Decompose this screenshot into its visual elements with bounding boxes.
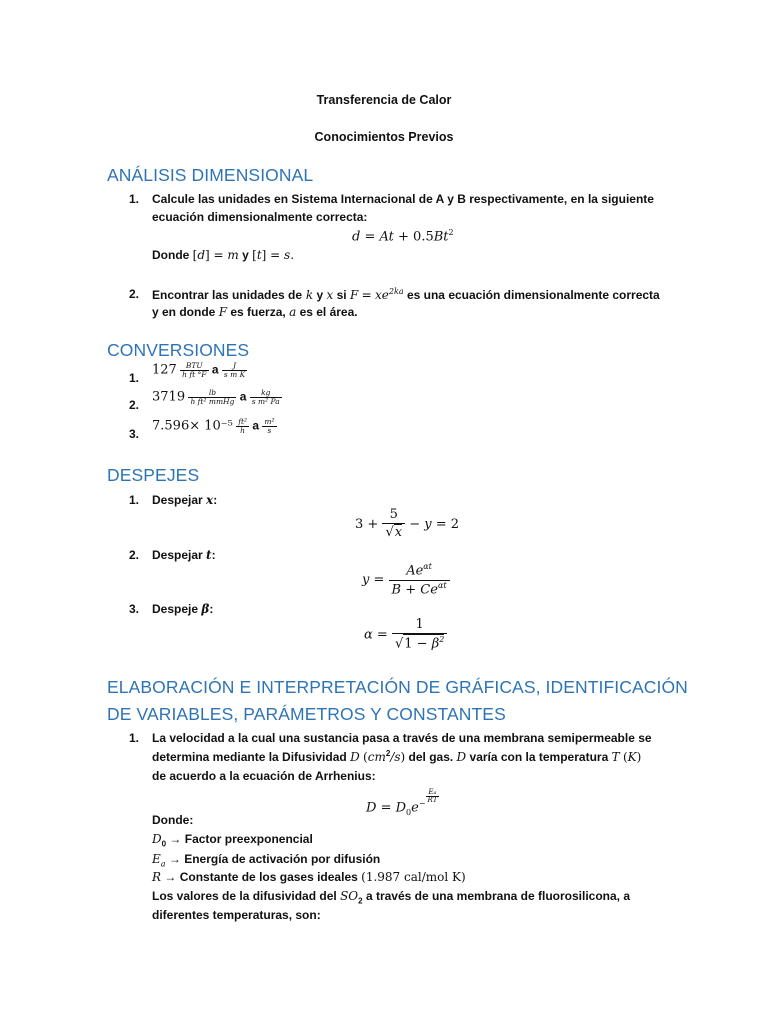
conversion-item — [152, 389, 282, 406]
definition-ea: $E_a$ → Energía de activación por difusión — [152, 852, 381, 869]
text-fragment: → Constante de los gases ideales — [164, 870, 358, 884]
text-fragment: varía con la temperatura — [469, 750, 609, 764]
list-number: 3. — [129, 602, 140, 616]
list-number: 1. — [129, 192, 140, 206]
text-fragment: : — [211, 548, 216, 562]
list-number: 1. — [129, 371, 140, 385]
text-fragment: es una ecuación dimensionalmente correcta — [406, 288, 660, 302]
unit-numerator: kg — [250, 389, 282, 398]
unit-denominator: s m K — [223, 369, 246, 379]
list-number: 1. — [129, 731, 140, 745]
text-fragment: a través de una membrana de fluorosilicona, a — [365, 889, 631, 903]
variable: x — [206, 493, 214, 507]
section-heading-analisis: ANÁLISIS DIMENSIONAL — [107, 165, 314, 185]
problem-text: diferentes temperaturas, son: — [152, 908, 321, 922]
equation-despeje-t: y = $Ae^{\alpha t}$ $B + Ce^{\alpha t}$ — [362, 562, 450, 598]
connector-a: a — [252, 418, 260, 433]
equation-despeje-x: 3 + $\frac{5}{√x}$ − y = 2 — [355, 507, 460, 541]
list-number: 1. — [129, 493, 140, 507]
unit-denominator: h ft² mmHg — [190, 396, 235, 406]
equation-d: $d = At + 0.5Bt^2$ — [352, 228, 454, 245]
despeje-label — [152, 493, 217, 507]
problem-text: determina mediante la Difusividad D $(cm^2/s)$ del gas. D varía con la temperatura T (K) — [152, 749, 642, 764]
conversion-item — [152, 418, 277, 435]
unit-denominator: h ft °F — [182, 369, 207, 379]
list-number: 2. — [129, 548, 140, 562]
unit-denominator: s m² Pa — [251, 396, 280, 406]
unit-numerator: lb — [188, 389, 236, 398]
text-fragment: es fuerza, — [230, 305, 286, 319]
variable: β — [201, 602, 210, 616]
problem-text: La velocidad a la cual una sustancia pasa a través de una membrana semipermeable se — [152, 731, 652, 745]
problem-text: Calcule las unidades en Sistema Internacional de A y B respectivamente, en la siguiente — [152, 192, 654, 206]
connector-a: a — [239, 389, 247, 404]
problem-text: ecuación dimensionalmente correcta: — [152, 210, 368, 224]
text-fragment: y en donde — [152, 305, 216, 319]
variable: t — [206, 548, 212, 562]
problem-text: de acuerdo a la ecuación de Arrhenius: — [152, 769, 376, 783]
text-fragment: : — [213, 493, 218, 507]
section-heading-despejes: DESPEJES — [107, 465, 200, 485]
equation-arrhenius: $D = D_0e^{- \frac{Ea}{RT}}$ — [366, 788, 438, 817]
text-fragment: determina mediante la Difusividad — [152, 750, 347, 764]
document-subtitle: Conocimientos Previos — [314, 130, 454, 144]
despeje-label — [152, 548, 216, 562]
problem-text: Encontrar las unidades de k y x si $F = xe^{2ka}$ es una ecuación dimensionalmente correcta — [152, 287, 660, 302]
section-heading-conversiones: CONVERSIONES — [107, 340, 250, 360]
text-fragment: del gas. — [408, 750, 454, 764]
section-heading-graficas-line1: ELABORACIÓN E INTERPRETACIÓN DE GRÁFICAS, IDENTIFICACIÓN — [107, 677, 688, 697]
conversion-value: 7.596× 10⁻⁵ — [152, 418, 233, 434]
conversion-value: 127 — [152, 362, 177, 378]
text-fragment: Despejar — [152, 493, 203, 507]
unit-numerator: J — [222, 362, 247, 371]
text-fragment: → Factor preexponencial — [169, 832, 313, 846]
section-heading-graficas-line2: DE VARIABLES, PARÁMETROS Y CONSTANTES — [107, 704, 506, 724]
text-fragment: → Energía de activación por difusión — [168, 852, 381, 866]
unit-denominator: h — [240, 425, 246, 435]
unit-numerator: m² — [264, 417, 275, 426]
text-fragment: Despejar — [152, 548, 203, 562]
list-number: 2. — [129, 398, 140, 412]
connector-a: a — [211, 362, 219, 377]
unit-denominator: s — [267, 425, 272, 435]
unit-numerator: ft² — [238, 417, 247, 426]
conversion-item — [152, 362, 247, 379]
definition-r: R → Constante de los gases ideales (1.987 cal/mol K) — [152, 870, 466, 884]
list-number: 2. — [129, 287, 140, 301]
text-fragment: es el área. — [299, 305, 358, 319]
text-fragment: Encontrar las unidades de — [152, 288, 303, 302]
definition-d0: $D_0$ → Factor preexponencial — [152, 832, 313, 849]
list-number: 3. — [129, 427, 140, 441]
unit-numerator: BTU — [180, 362, 208, 371]
conversion-value: 3719 — [152, 389, 186, 405]
where-clause: Donde [d] = m y [t] = s. — [152, 248, 295, 262]
problem-text: y en donde F es fuerza, a es el área. — [152, 305, 358, 319]
text-fragment: : — [209, 602, 214, 616]
equation-despeje-beta: α = $\frac{1}{√1 - \beta^2}$ — [364, 617, 447, 653]
despeje-label — [152, 602, 213, 616]
text-fragment: Los valores de la difusividad del — [152, 889, 337, 903]
text-fragment: (1.987 cal/mol K) — [361, 870, 466, 884]
donde-label: Donde: — [152, 813, 194, 827]
problem-text: Los valores de la difusividad del $SO_2$ a través de una membrana de fluorosilicona, a — [152, 889, 631, 906]
text-fragment: Despeje — [152, 602, 199, 616]
document-title: Transferencia de Calor — [316, 93, 452, 107]
